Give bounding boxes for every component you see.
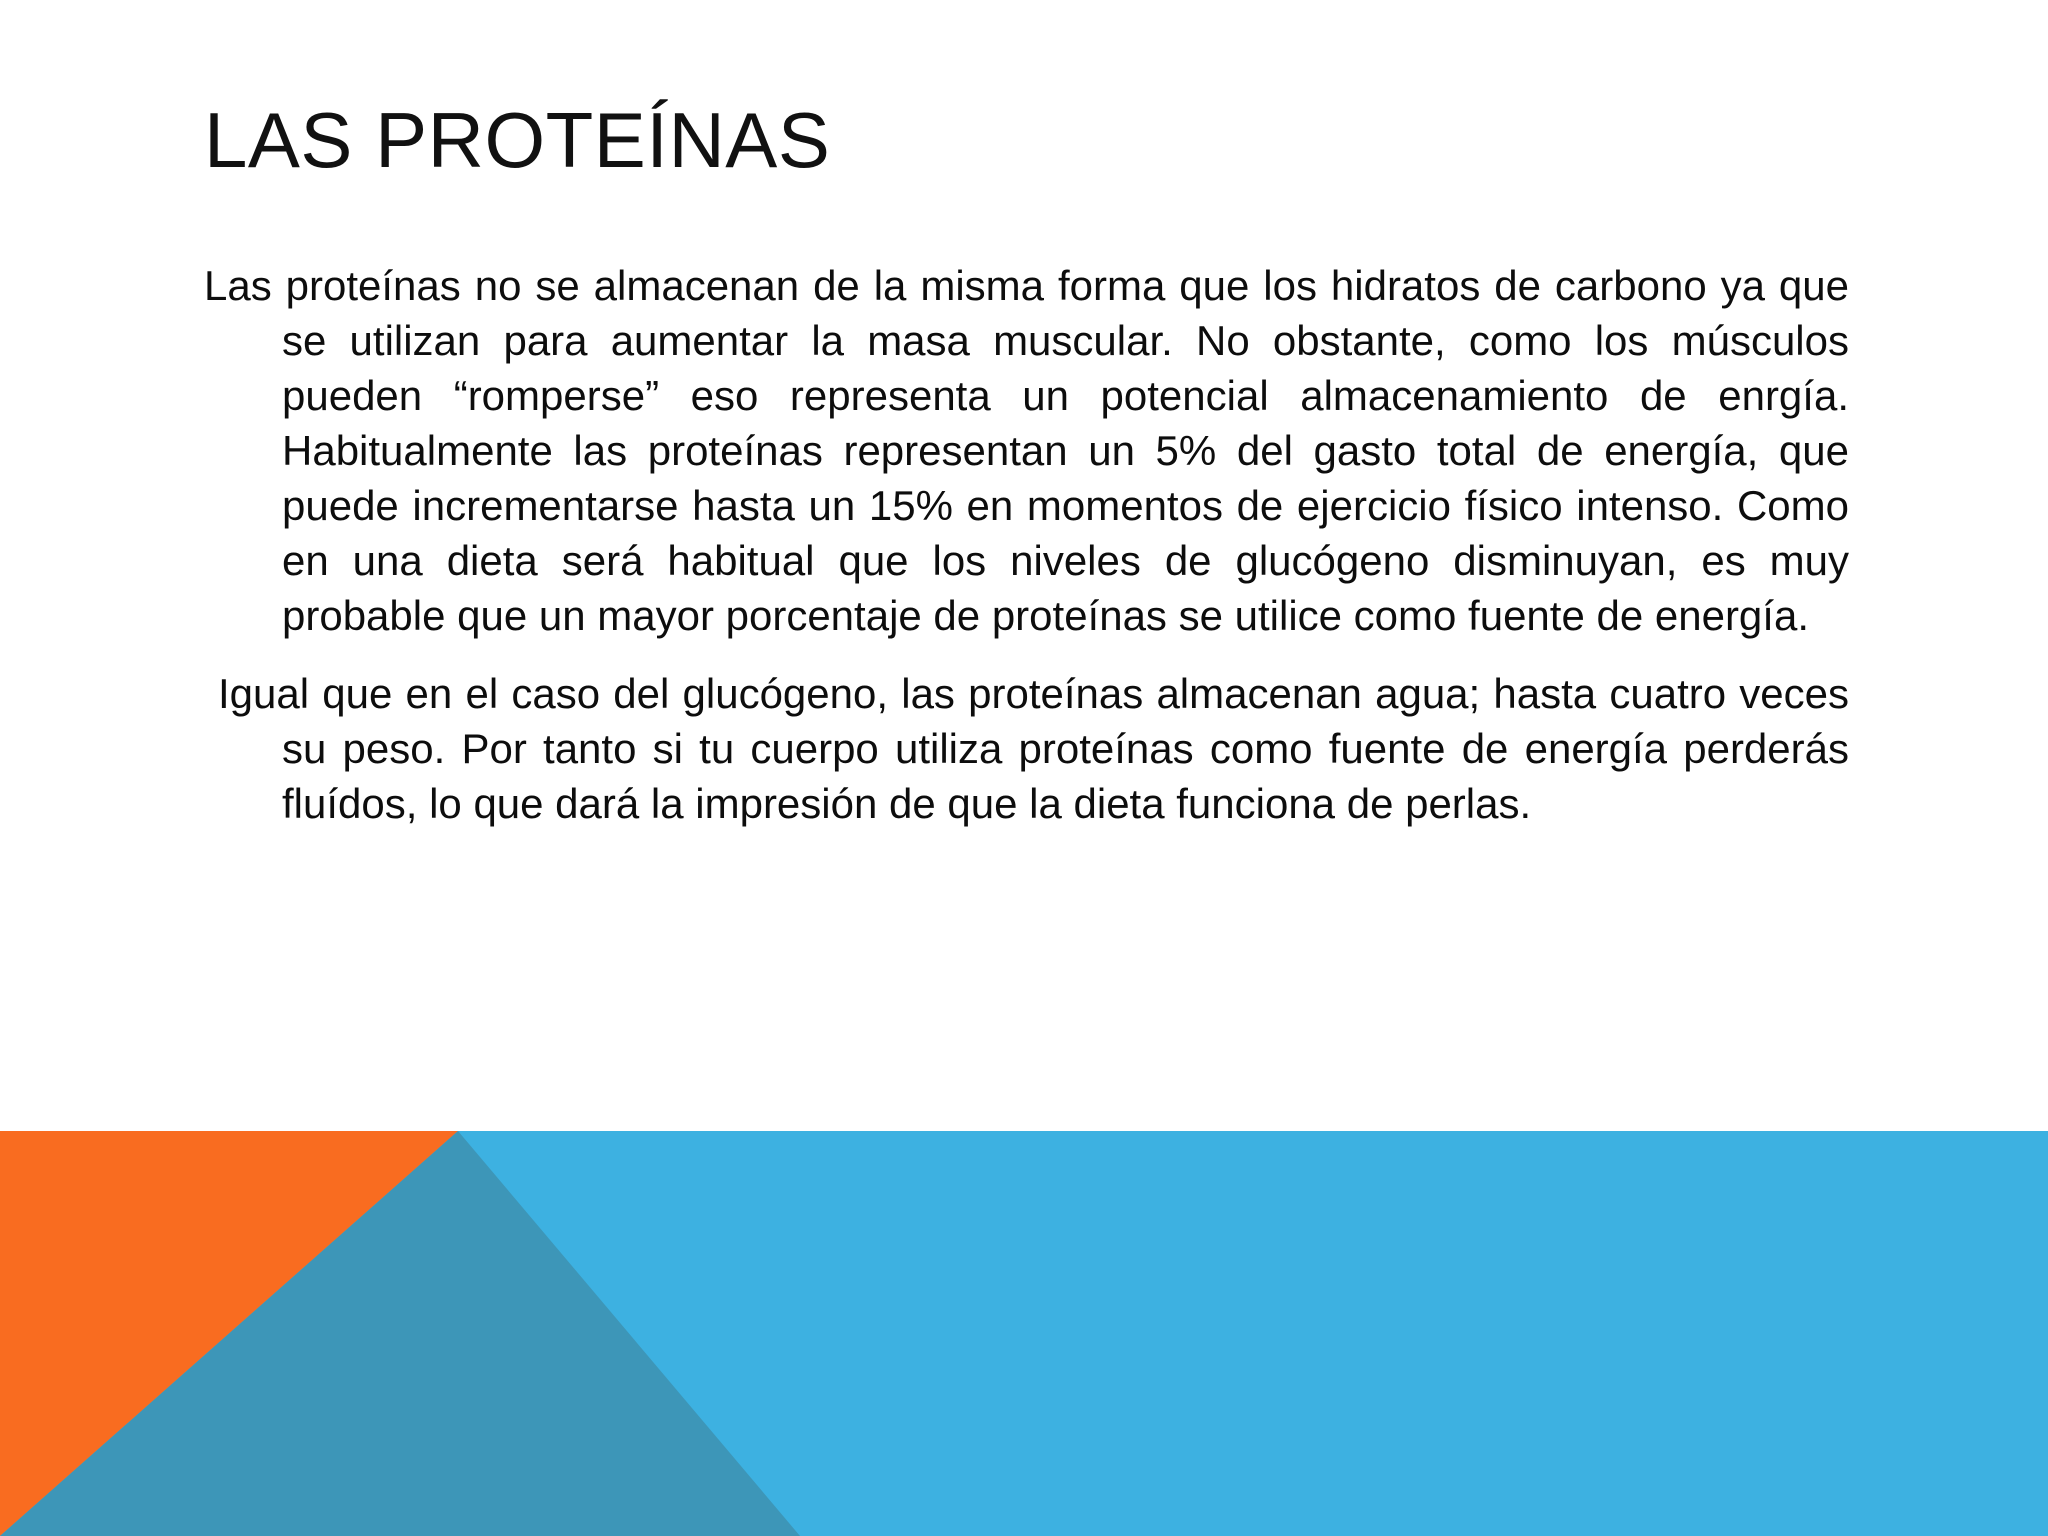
body-paragraph-2: Igual que en el caso del glucógeno, las proteínas almacenan agua; hasta cuatro veces su peso. Por tanto si tu cuerpo utiliza proteínas como fuente de energía perderás fluídos, lo que dará la impresión de que la dieta funciona de perlas. bbox=[218, 670, 1849, 827]
body-paragraph-1: Las proteínas no se almacenan de la misma forma que los hidratos de carbono ya que se utilizan para aumentar la masa muscular. No obstante, como los músculos pueden “romperse” eso representa un potencial almacenamiento de enrgía. Habitualmente las proteínas representan un 5% del gasto total de energía, que puede incrementarse hasta un 15% en momentos de ejercicio físico intenso. Como en una dieta será habitual que los niveles de glucógeno disminuyan, es muy probable que un mayor porcentaje de proteínas se utilice como fuente de energía. bbox=[204, 262, 1849, 639]
decorative-footer-band bbox=[0, 1131, 2048, 1536]
slide-body bbox=[204, 258, 1849, 831]
slide-title: LAS PROTEÍNAS bbox=[204, 96, 831, 184]
